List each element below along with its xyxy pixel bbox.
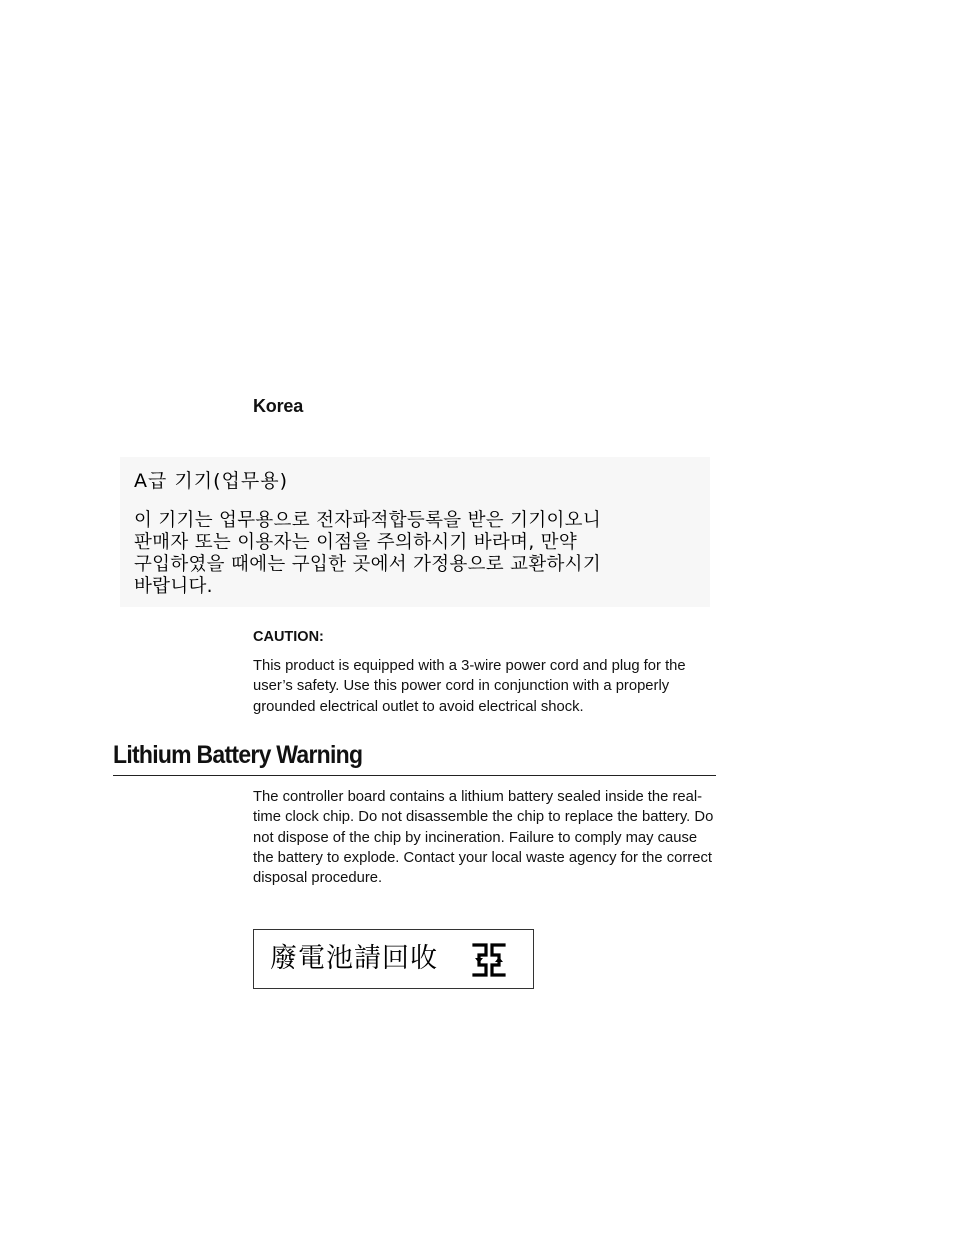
korean-notice-box: [120, 457, 710, 607]
recycle-label-text: 廢電池請回收: [270, 943, 438, 974]
recycle-icon: [470, 941, 508, 979]
korean-notice-title: A급 기기(업무용): [134, 470, 288, 492]
korean-notice-line: 판매자 또는 이용자는 이점을 주의하시기 바라며, 만약: [134, 532, 578, 553]
korean-notice-line: 이 기기는 업무용으로 전자파적합등록을 받은 기기이오니: [134, 510, 602, 531]
korean-notice-line: 바랍니다.: [134, 576, 213, 597]
lithium-section-title: Lithium Battery Warning: [113, 741, 363, 769]
caution-label: CAUTION:: [253, 629, 324, 645]
korea-heading: Korea: [253, 396, 304, 416]
korean-notice-body: [134, 510, 698, 598]
korean-notice-line: 구입하였을 때에는 구입한 곳에서 가정용으로 교환하시기: [134, 554, 602, 575]
section-divider: [113, 775, 716, 776]
caution-text: This product is equipped with a 3-wire power cord and plug for the user’s safety. Use this power cord in conjunction with a properly grounded electrical outlet to avoid electrical shock.: [253, 658, 686, 715]
battery-recycle-label: [253, 929, 534, 989]
lithium-warning-text: The controller board contains a lithium battery sealed inside the real-time clock chip. Do not disassemble the chip to replace the battery. Do not dispose of the chip by incineration. Failure to comply may cause the battery to explode. Contact your local waste agency for the correct disposal procedure.: [253, 789, 714, 887]
